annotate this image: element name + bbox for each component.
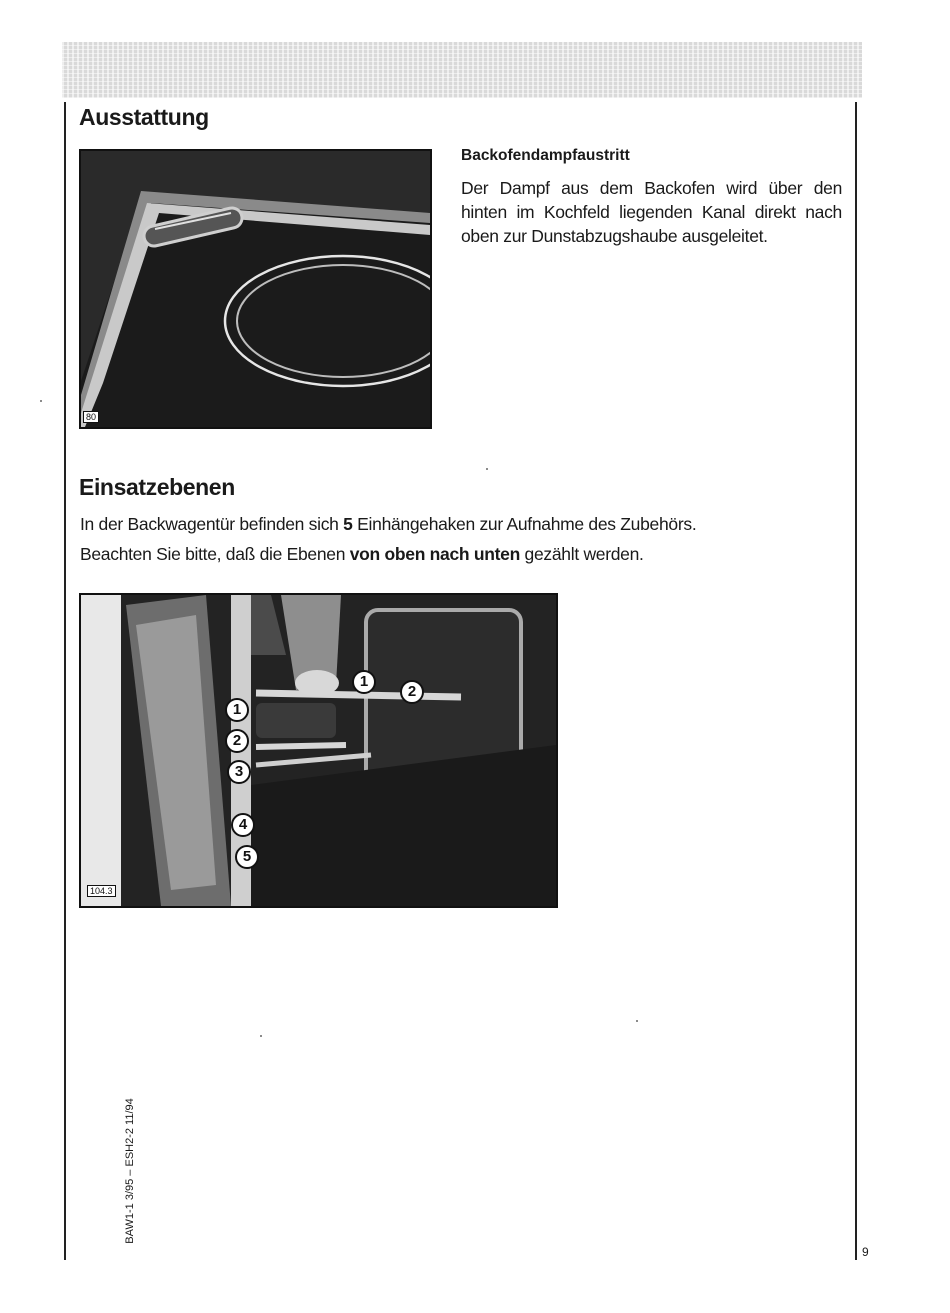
- steam-outlet-description: Der Dampf aus dem Backofen wird über den hinten im Kochfeld liegenden Kanal direkt nach oben zur Dunstabzugshaube ausgeleitet.: [461, 178, 842, 246]
- intro-line-1: In der Backwagentür befinden sich 5 Einhängehaken zur Aufnahme des Zubehörs.: [80, 514, 697, 534]
- rack-level-callout: 2: [225, 729, 249, 753]
- document-code: BAW1-1 3/95 – ESH2-2 11/94: [124, 1098, 136, 1244]
- rack-level-callout: 5: [235, 845, 259, 869]
- rack-level-callout: 3: [227, 760, 251, 784]
- section-title-ausstattung: Ausstattung: [79, 104, 209, 130]
- scan-speck: [486, 468, 488, 470]
- page-number: 9: [862, 1245, 869, 1259]
- subtitle-backofendampfaustritt: Backofendampfaustritt: [461, 147, 630, 164]
- left-margin-rule: [64, 102, 66, 1260]
- rack-level-callout: 4: [231, 813, 255, 837]
- scan-speck: [40, 400, 42, 402]
- rack-level-callout: 1: [225, 698, 249, 722]
- oven-door-illustration: [81, 595, 556, 906]
- right-margin-rule: [855, 102, 857, 1260]
- figure-cooktop-steam-outlet: [79, 149, 432, 429]
- hook-count: 5: [343, 514, 353, 534]
- rack-level-callout: 2: [400, 680, 424, 704]
- figure-number-label: 80: [83, 411, 99, 423]
- intro-line-2: Beachten Sie bitte, daß die Ebenen von oben nach unten gezählt werden.: [80, 544, 644, 564]
- figure-oven-rack-levels: [79, 593, 558, 908]
- header-band: [62, 42, 862, 98]
- scan-speck: [260, 1035, 262, 1037]
- rack-level-callout: 1: [352, 670, 376, 694]
- scan-speck: [636, 1020, 638, 1022]
- counting-direction: von oben nach unten: [349, 544, 520, 564]
- section-title-einsatzebenen: Einsatzebenen: [79, 474, 235, 500]
- cooktop-illustration: [81, 151, 430, 427]
- figure-number-label: 104.3: [87, 885, 116, 897]
